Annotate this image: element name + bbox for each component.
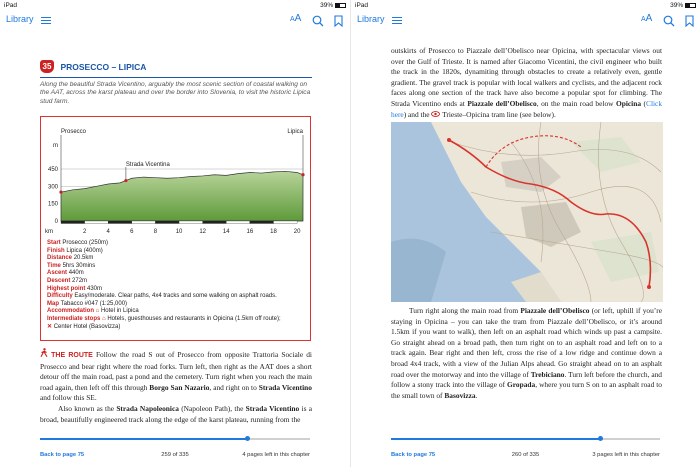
route-paragraph-2 bbox=[40, 404, 312, 425]
info-key: Difficulty bbox=[47, 293, 75, 300]
x-tick-label: 6 bbox=[130, 229, 134, 235]
info-row bbox=[47, 240, 306, 248]
text-span: (or left, uphill if you’re staying in Opicina – you can take the tram from Piazzale dell’Obelisco, or it’s around 1.5km if you want to walk), then left on an asphalt road which winds up past a campsite. Go straight ahead on a broad path, then turn right on to an asphalt road and left on to a track again. Bear right and then left, cross the rise of a low ridge and continue down a broad 4x4 track, with a view of the Julian Alps ahead. Go straight ahead on to an asphalt road over the motorway and into the village of bbox=[391, 306, 662, 379]
mid-label: Strada Vicentina bbox=[125, 162, 170, 168]
scale-segment bbox=[61, 221, 85, 224]
info-key: Finish bbox=[47, 247, 67, 254]
page-progress-slider[interactable] bbox=[391, 438, 660, 440]
x-tick-label: 16 bbox=[246, 229, 254, 235]
route-map-image bbox=[391, 122, 663, 302]
battery-label: 39% bbox=[670, 2, 684, 9]
progress-fill bbox=[391, 438, 601, 440]
back-to-page-link[interactable]: Back to page 75 bbox=[40, 452, 85, 458]
progress-fill bbox=[40, 438, 248, 440]
scale-segment bbox=[203, 221, 227, 224]
progress-knob[interactable] bbox=[598, 436, 603, 441]
y-tick-label: 0 bbox=[54, 219, 58, 225]
text-span: Turn right along the main road from bbox=[409, 306, 521, 315]
page-progress-slider[interactable] bbox=[40, 438, 310, 440]
place-name: Borgo San Nazario bbox=[149, 382, 210, 392]
route-description-continued bbox=[391, 46, 662, 120]
text-span: is a broad, beautifully engineered track along the edge of the karst plateau, running from the bbox=[40, 403, 312, 424]
scale-segment bbox=[226, 221, 250, 224]
info-key: Distance bbox=[47, 255, 74, 262]
route-title: PROSECCO – LIPICA bbox=[60, 61, 147, 72]
info-row bbox=[47, 255, 306, 263]
hotel-icon: ⌂ bbox=[95, 308, 101, 315]
info-value: Easy/moderate. Clear paths, 4x4 tracks and some walking on asphalt roads. bbox=[74, 293, 277, 300]
status-bar bbox=[4, 2, 346, 11]
info-value: Center Hotel (Basovizza) bbox=[53, 323, 121, 330]
info-value: Tabacco #047 (1:25,000) bbox=[60, 300, 128, 307]
scale-segment bbox=[273, 221, 297, 224]
info-value: Lipica (400m) bbox=[66, 247, 103, 254]
scale-segment bbox=[250, 221, 274, 224]
info-value: 272m bbox=[72, 277, 88, 284]
right-page bbox=[350, 0, 700, 467]
progress-knob[interactable] bbox=[245, 436, 250, 441]
text-span: Also known as the bbox=[58, 403, 117, 413]
pages-left: 3 pages left in this chapter bbox=[592, 452, 660, 458]
info-key: Descent bbox=[47, 277, 73, 284]
battery-icon bbox=[335, 3, 346, 8]
text-span: . Turn left before the church, and follow a stony track into the village of bbox=[391, 369, 662, 390]
table-of-contents-icon[interactable] bbox=[41, 17, 51, 24]
info-row bbox=[47, 248, 306, 256]
page-number: 260 of 335 bbox=[511, 452, 540, 458]
place-name: Trebiciano bbox=[530, 369, 565, 379]
battery bbox=[670, 2, 696, 9]
text-span: ( bbox=[641, 98, 647, 108]
toolbar bbox=[351, 12, 700, 28]
route-paragraph-4 bbox=[391, 306, 662, 401]
info-row bbox=[47, 301, 306, 309]
x-tick-label: 18 bbox=[270, 229, 277, 235]
search-icon[interactable] bbox=[663, 14, 675, 32]
waypoint-marker bbox=[301, 173, 304, 176]
font-size-button[interactable]: AA bbox=[641, 13, 653, 24]
battery bbox=[320, 2, 346, 9]
route-info-box bbox=[40, 116, 311, 341]
info-row bbox=[47, 263, 306, 271]
device-label: iPad bbox=[4, 2, 18, 9]
walker-icon bbox=[40, 350, 48, 359]
place-name: Gropada bbox=[507, 380, 536, 390]
info-value: Prosecco (250m) bbox=[62, 240, 109, 246]
info-row bbox=[47, 308, 306, 316]
title-rule bbox=[40, 77, 312, 78]
x-axis-unit: km bbox=[45, 229, 53, 235]
elevation-profile-chart bbox=[41, 117, 310, 239]
info-key: Map bbox=[47, 300, 61, 307]
y-tick-label: 450 bbox=[47, 167, 58, 173]
waypoint-marker bbox=[59, 191, 62, 194]
bookmark-icon[interactable] bbox=[334, 14, 343, 32]
start-label: Prosecco bbox=[61, 129, 87, 135]
font-size-button[interactable]: AA bbox=[290, 13, 302, 24]
scale-segment bbox=[85, 221, 109, 224]
bookmark-icon[interactable] bbox=[685, 14, 694, 32]
device-label: iPad bbox=[355, 2, 369, 9]
table-of-contents-icon[interactable] bbox=[392, 17, 402, 24]
toolbar bbox=[0, 12, 350, 28]
text-span: (Napoleon Path), the bbox=[178, 403, 246, 413]
place-name: Basovizza bbox=[444, 390, 476, 400]
search-icon[interactable] bbox=[312, 14, 324, 32]
x-tick-label: 10 bbox=[175, 229, 183, 235]
text-span: , on the main road below bbox=[536, 98, 616, 108]
pages-left: 4 pages left in this chapter bbox=[242, 452, 310, 458]
text-span: , and right on to bbox=[209, 382, 259, 392]
info-row bbox=[47, 316, 306, 324]
info-key: Time bbox=[47, 262, 63, 269]
text-span: Follow the road S out of Prosecco from opposite Trattoria Sociale di Prosecco and bear right where the road forks. Turn left, then right as the AAT does a short detour off the main road, past a pond and the cemetery. Turn right when you reach the main road again, then left off this through bbox=[40, 350, 312, 392]
info-key: Intermediate stops bbox=[47, 315, 103, 322]
info-row bbox=[47, 286, 306, 294]
route-number-badge: 35 bbox=[40, 60, 54, 73]
info-key: Ascent bbox=[47, 270, 69, 277]
place-name: Piazzale dell’Obelisco bbox=[467, 98, 537, 108]
library-button[interactable]: Library bbox=[357, 14, 385, 24]
x-tick-label: 4 bbox=[106, 229, 110, 235]
text-span: and follow this SE. bbox=[40, 393, 97, 403]
text-span: outskirts of Prosecco to Piazzale dell’Obelisco near Opicina, with spectacular views out over the Gulf of Trieste. It is named after Giacomo Vicentini, the civil engineer who built the track in the 1820s, dynamiting through obstacles to create a relatively even, gentle gradient. The gravel track is popular with local walkers and cyclists, and the adjacent rock faces along one section of the track have also become a popular spot for climbing. The Strada Vicentino ends at bbox=[391, 46, 662, 108]
waypoint-marker bbox=[124, 179, 127, 182]
info-row bbox=[47, 270, 306, 278]
info-value: 5hrs 30mins bbox=[62, 262, 96, 269]
y-tick-label: 300 bbox=[47, 184, 58, 191]
info-value: Hotels, guesthouses and restaurants in Opicina (1.5km off route); bbox=[107, 315, 281, 322]
scale-segment bbox=[108, 221, 132, 224]
route-description bbox=[40, 348, 312, 425]
info-row bbox=[47, 293, 306, 301]
y-tick-label: 150 bbox=[47, 201, 58, 208]
info-key: Highest point bbox=[47, 285, 87, 292]
place-name: Strada Napoleonica bbox=[116, 403, 179, 413]
scale-segment bbox=[155, 221, 179, 224]
hotel-icon: ⌂ bbox=[102, 315, 108, 322]
scale-segment bbox=[132, 221, 156, 224]
x-tick-label: 12 bbox=[199, 229, 207, 235]
place-name: Piazzale dell’Obelisco bbox=[520, 306, 590, 315]
library-button[interactable]: Library bbox=[6, 14, 34, 24]
y-axis-unit: m bbox=[53, 143, 58, 149]
place-name: Strada Vicentino bbox=[258, 382, 312, 392]
end-label: Lipica bbox=[287, 129, 303, 135]
info-row bbox=[47, 278, 306, 286]
x-tick-label: 2 bbox=[82, 229, 87, 235]
route-heading: THE ROUTE bbox=[51, 352, 93, 359]
info-key: Start bbox=[47, 240, 63, 246]
text-span: ) and the bbox=[403, 109, 432, 119]
text-span: . bbox=[475, 390, 478, 400]
status-bar bbox=[355, 2, 696, 11]
x-tick-label: 14 bbox=[222, 229, 230, 235]
info-key: Accommodation bbox=[47, 308, 96, 315]
info-row bbox=[47, 324, 306, 332]
battery-icon bbox=[685, 3, 696, 8]
route-paragraph-1 bbox=[40, 348, 312, 404]
x-tick-label: 20 bbox=[293, 229, 301, 235]
click-here-link[interactable]: Click here bbox=[391, 98, 663, 119]
route-info-list bbox=[47, 240, 306, 331]
route-intro: Along the beautiful Strada Vicentino, arguably the most scenic section of coastal walking on the AAT, across the karst plateau and over the border into Slovenia, to visit the historic Lipica stud farm. bbox=[40, 81, 311, 105]
elevation-area bbox=[61, 171, 303, 221]
x-tick-label: 8 bbox=[153, 229, 158, 235]
battery-label: 39% bbox=[320, 2, 334, 9]
info-value: Hotel in Lipica bbox=[100, 308, 139, 315]
info-value: 20.5km bbox=[73, 255, 94, 262]
route-paragraph-3 bbox=[391, 46, 662, 120]
info-value: 430m bbox=[87, 285, 103, 292]
restaurant-icon: ✕ bbox=[47, 323, 54, 330]
text-span: Trieste–Opicina tram line (see below). bbox=[440, 109, 556, 119]
place-name: Opicina bbox=[615, 98, 642, 108]
route-header bbox=[40, 58, 312, 106]
scale-segment bbox=[179, 221, 203, 224]
text-span: , where you turn S on to an asphalt road to the small town of bbox=[391, 380, 662, 400]
place-name: Strada Vicentino bbox=[245, 403, 300, 413]
back-to-page-link[interactable]: Back to page 75 bbox=[391, 452, 436, 458]
page-number: 259 of 335 bbox=[161, 452, 189, 458]
info-value: 440m bbox=[68, 270, 84, 277]
